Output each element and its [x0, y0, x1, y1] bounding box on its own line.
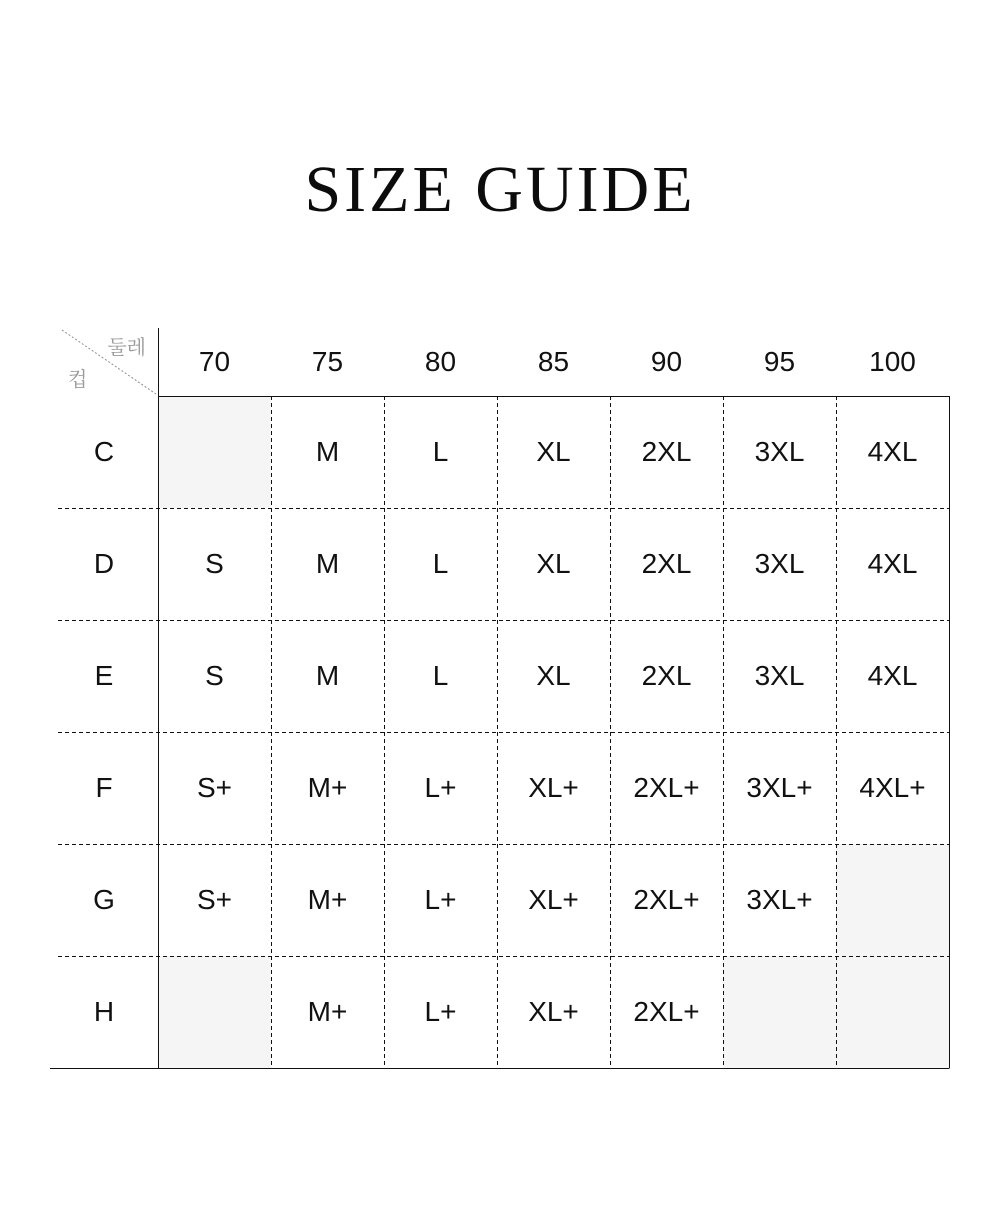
size-cell: 2XL [641, 436, 692, 467]
row-header-e: E [94, 660, 114, 691]
column-header-70: 70 [198, 346, 231, 377]
size-cell: M+ [307, 996, 348, 1027]
row-header-h: H [93, 996, 115, 1027]
size-cell: M [315, 548, 340, 579]
size-cell: XL [536, 660, 571, 691]
size-cell: L [432, 436, 449, 467]
size-cell: L [432, 660, 449, 691]
size-cell: M [315, 660, 340, 691]
column-header-90: 90 [650, 346, 683, 377]
size-cell: M+ [307, 772, 348, 803]
size-cell: 3XL [754, 436, 805, 467]
size-cell: 2XL+ [633, 996, 700, 1027]
size-cell: 2XL [641, 548, 692, 579]
size-cell: 4XL [867, 660, 918, 691]
size-cell: XL+ [528, 884, 579, 915]
column-header-85: 85 [537, 346, 570, 377]
size-cell: L+ [424, 996, 457, 1027]
corner-label-cup: 컵 [68, 369, 88, 391]
size-cell: M+ [307, 884, 348, 915]
size-cell: 2XL [641, 660, 692, 691]
size-cell: 2XL+ [633, 772, 700, 803]
size-cell: S [205, 548, 224, 579]
size-cell: L+ [424, 772, 457, 803]
row-header-g: G [93, 884, 115, 915]
size-cell: XL+ [528, 996, 579, 1027]
page-title: SIZE GUIDE [304, 153, 696, 226]
size-cell: 3XL [754, 660, 805, 691]
size-cell: S+ [196, 884, 233, 915]
size-cell: L+ [424, 884, 457, 915]
size-cell: M [315, 436, 340, 467]
size-cell: XL [536, 436, 571, 467]
size-cell: S+ [196, 772, 233, 803]
size-cell: L [432, 548, 449, 579]
size-cell: XL [536, 548, 571, 579]
size-cell: 4XL [867, 548, 918, 579]
row-header-f: F [95, 772, 113, 803]
size-cell: 3XL+ [746, 884, 813, 915]
size-cell: 2XL+ [633, 884, 700, 915]
corner-label-band: 둘레 [107, 337, 146, 359]
size-cell: S [205, 660, 224, 691]
column-header-80: 80 [424, 346, 457, 377]
size-cell: 4XL [867, 436, 918, 467]
row-header-d: D [93, 548, 115, 579]
size-cell: 4XL+ [859, 772, 926, 803]
size-cell: XL+ [528, 772, 579, 803]
size-cell: 3XL [754, 548, 805, 579]
column-header-75: 75 [311, 346, 344, 377]
size-cell: 3XL+ [746, 772, 813, 803]
column-header-100: 100 [869, 346, 916, 377]
row-header-c: C [93, 436, 115, 467]
column-header-95: 95 [763, 346, 796, 377]
